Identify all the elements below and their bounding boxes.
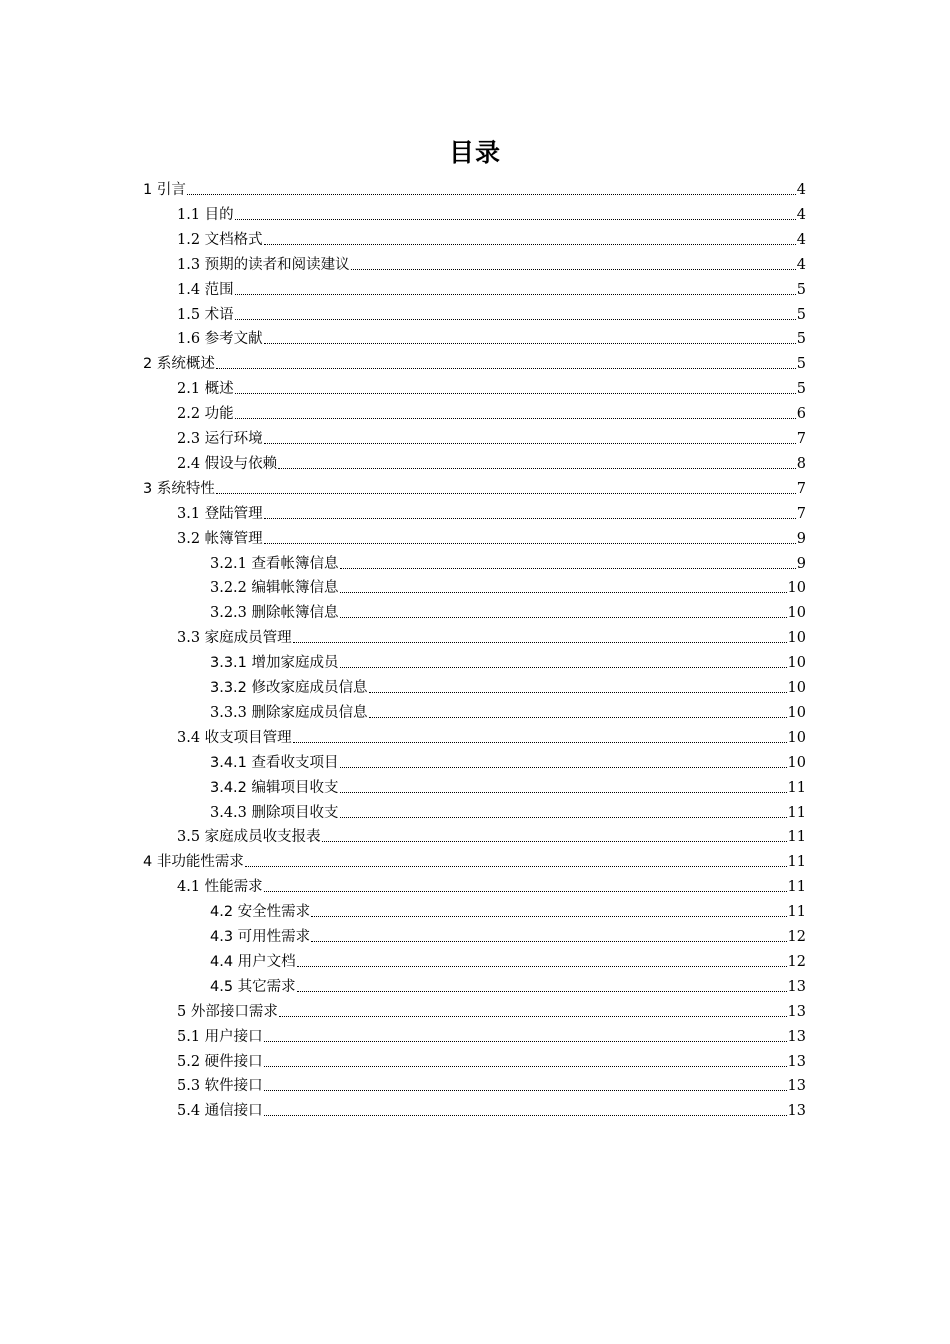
toc-leader-dots bbox=[340, 816, 787, 818]
toc-leader-dots bbox=[278, 467, 796, 469]
toc-leader-dots bbox=[264, 243, 796, 245]
toc-entry-title: 2 系统概述 bbox=[143, 356, 215, 373]
toc-leader-dots bbox=[340, 616, 787, 618]
toc-leader-dots bbox=[235, 392, 796, 394]
toc-entry[interactable] bbox=[210, 921, 806, 946]
toc-leader-dots bbox=[264, 342, 796, 344]
toc-entry[interactable] bbox=[177, 722, 806, 747]
toc-entry-title: 3.3.1 增加家庭成员 bbox=[210, 655, 339, 672]
toc-entry-title: 4.2 安全性需求 bbox=[210, 904, 311, 921]
toc-leader-dots bbox=[351, 268, 796, 270]
toc-page-number: 13 bbox=[787, 978, 806, 995]
toc-leader-dots bbox=[216, 492, 796, 494]
toc-entry-title: 2.2 功能 bbox=[177, 406, 234, 423]
toc-page-number: 8 bbox=[796, 455, 806, 472]
toc-entry[interactable] bbox=[177, 323, 806, 348]
toc-page-number: 13 bbox=[787, 1003, 806, 1020]
toc-page-number: 5 bbox=[796, 381, 806, 398]
toc-entry-title: 2.4 假设与依赖 bbox=[177, 455, 278, 472]
toc-page-number: 4 bbox=[796, 206, 806, 223]
toc-leader-dots bbox=[297, 990, 787, 992]
toc-entry[interactable] bbox=[177, 373, 806, 398]
toc-entry[interactable] bbox=[177, 1070, 806, 1095]
toc-entry[interactable] bbox=[210, 697, 806, 722]
toc-leader-dots bbox=[245, 865, 787, 867]
toc-entry-title: 4.4 用户文档 bbox=[210, 953, 296, 970]
toc-page-number: 4 bbox=[796, 256, 806, 273]
toc-leader-dots bbox=[264, 1114, 787, 1116]
toc-entry-title: 3.2.3 删除帐簿信息 bbox=[210, 605, 339, 622]
toc-page-number: 5 bbox=[796, 356, 806, 373]
toc-entry-title: 2.1 概述 bbox=[177, 381, 234, 398]
toc-entry-title: 2.3 运行环境 bbox=[177, 431, 263, 447]
toc-leader-dots bbox=[311, 940, 786, 942]
toc-leader-dots bbox=[235, 293, 796, 295]
toc-page-number: 5 bbox=[796, 281, 806, 298]
toc-entry[interactable] bbox=[177, 1021, 806, 1046]
toc-entry-title: 1 引言 bbox=[143, 182, 186, 198]
toc-leader-dots bbox=[235, 417, 796, 419]
toc-entry-title: 4.5 其它需求 bbox=[210, 978, 296, 995]
toc-leader-dots bbox=[340, 666, 787, 668]
toc-leader-dots bbox=[264, 1089, 787, 1091]
toc-entry-title: 4.1 性能需求 bbox=[177, 879, 263, 896]
toc-entry-title: 1.1 目的 bbox=[177, 206, 234, 223]
toc-leader-dots bbox=[340, 591, 787, 593]
toc-entry[interactable] bbox=[210, 797, 806, 822]
toc-page-number: 12 bbox=[787, 929, 806, 945]
toc-page-number: 4 bbox=[796, 231, 806, 248]
toc-entry[interactable] bbox=[210, 896, 806, 921]
toc-leader-dots bbox=[279, 1015, 787, 1017]
toc-page-number: 13 bbox=[787, 1103, 806, 1120]
toc-page-number: 10 bbox=[787, 704, 806, 721]
toc-leader-dots bbox=[311, 915, 786, 917]
toc-entry-title: 3 系统特性 bbox=[143, 480, 215, 497]
toc-entry[interactable] bbox=[177, 224, 806, 249]
toc-entry-title: 4 非功能性需求 bbox=[143, 854, 244, 871]
toc-page-number: 13 bbox=[787, 1028, 806, 1045]
toc-page-number: 10 bbox=[787, 605, 806, 622]
toc-page-number: 7 bbox=[796, 505, 806, 522]
toc-entry[interactable] bbox=[210, 672, 806, 697]
toc-page-number: 11 bbox=[787, 904, 806, 921]
toc-entry[interactable] bbox=[177, 1046, 806, 1071]
toc-entry-title: 5.2 硬件接口 bbox=[177, 1053, 263, 1070]
toc-page-number: 10 bbox=[787, 580, 806, 597]
toc-entry[interactable] bbox=[177, 423, 806, 448]
toc-entry[interactable] bbox=[177, 821, 806, 846]
toc-entry-title: 3.4.1 查看收支项目 bbox=[210, 754, 339, 771]
toc-page-number: 10 bbox=[787, 729, 806, 746]
toc-leader-dots bbox=[264, 1065, 787, 1067]
toc-entry[interactable] bbox=[143, 846, 806, 871]
toc-entry[interactable] bbox=[210, 548, 806, 573]
toc-page-number: 7 bbox=[796, 431, 806, 447]
toc-entry-title: 5.3 软件接口 bbox=[177, 1078, 263, 1095]
toc-leader-dots bbox=[264, 517, 796, 519]
toc-entry[interactable] bbox=[143, 174, 806, 199]
toc-leader-dots bbox=[369, 716, 787, 718]
toc-page-number: 10 bbox=[787, 754, 806, 771]
toc-page-number: 11 bbox=[787, 804, 806, 821]
toc-entry-title: 4.3 可用性需求 bbox=[210, 929, 311, 945]
toc-page-number: 10 bbox=[787, 630, 806, 647]
toc-entry-title: 5 外部接口需求 bbox=[177, 1003, 278, 1020]
toc-leader-dots bbox=[187, 193, 796, 195]
toc-page-number: 12 bbox=[787, 953, 806, 970]
toc-entry[interactable] bbox=[177, 398, 806, 423]
toc-page-number: 11 bbox=[787, 854, 806, 871]
toc-page-number: 11 bbox=[787, 779, 806, 796]
toc-entry-title: 3.4.2 编辑项目收支 bbox=[210, 779, 339, 796]
toc-entry[interactable] bbox=[210, 597, 806, 622]
toc-page-number: 11 bbox=[787, 879, 806, 896]
toc-entry-title: 3.4 收支项目管理 bbox=[177, 729, 292, 746]
toc-entry[interactable] bbox=[177, 1095, 806, 1120]
toc-entry[interactable] bbox=[210, 572, 806, 597]
toc-leader-dots bbox=[340, 766, 787, 768]
toc-entry[interactable] bbox=[177, 871, 806, 896]
toc-entry-title: 3.1 登陆管理 bbox=[177, 505, 263, 522]
toc-entry[interactable] bbox=[210, 946, 806, 971]
toc-page-number: 13 bbox=[787, 1078, 806, 1095]
toc-entry-title: 1.2 文档格式 bbox=[177, 231, 263, 248]
toc-leader-dots bbox=[235, 318, 796, 320]
toc-entry[interactable] bbox=[177, 199, 806, 224]
toc-entry[interactable] bbox=[177, 249, 806, 274]
toc-page-number: 6 bbox=[796, 406, 806, 423]
toc-entry[interactable] bbox=[177, 523, 806, 548]
toc-entry[interactable] bbox=[210, 971, 806, 996]
toc-entry[interactable] bbox=[210, 772, 806, 797]
toc-page-number: 4 bbox=[796, 182, 806, 198]
toc-entry[interactable] bbox=[143, 348, 806, 373]
toc-entry-title: 1.5 术语 bbox=[177, 306, 234, 323]
toc-entry[interactable] bbox=[177, 448, 806, 473]
toc-entry-title: 1.4 范围 bbox=[177, 281, 234, 298]
toc-leader-dots bbox=[235, 218, 796, 220]
toc-leader-dots bbox=[297, 965, 787, 967]
toc-entry-title: 3.2.2 编辑帐簿信息 bbox=[210, 580, 339, 597]
page-title: 目录 bbox=[448, 138, 501, 167]
toc-entry[interactable] bbox=[177, 996, 806, 1021]
toc-leader-dots bbox=[264, 442, 796, 444]
toc-page-number: 5 bbox=[796, 306, 806, 323]
toc-entry[interactable] bbox=[210, 747, 806, 772]
toc-leader-dots bbox=[340, 567, 796, 569]
toc-entry[interactable] bbox=[177, 299, 806, 324]
toc-entry[interactable] bbox=[177, 622, 806, 647]
toc-leader-dots bbox=[264, 890, 787, 892]
toc-entry-title: 3.3.3 删除家庭成员信息 bbox=[210, 704, 368, 721]
toc-leader-dots bbox=[293, 741, 787, 743]
toc-entry-title: 3.5 家庭成员收支报表 bbox=[177, 829, 321, 846]
toc-leader-dots bbox=[293, 641, 787, 643]
toc-leader-dots bbox=[340, 791, 787, 793]
toc-entry-title: 5.1 用户接口 bbox=[177, 1028, 263, 1045]
toc-leader-dots bbox=[264, 1040, 787, 1042]
toc-leader-dots bbox=[369, 691, 787, 693]
toc-leader-dots bbox=[322, 840, 787, 842]
toc-entry-title: 3.2.1 查看帐簿信息 bbox=[210, 555, 339, 572]
toc-entry[interactable] bbox=[177, 274, 806, 299]
toc-page-number: 9 bbox=[796, 530, 806, 547]
toc-entry-title: 1.3 预期的读者和阅读建议 bbox=[177, 256, 350, 273]
toc-page-number: 7 bbox=[796, 480, 806, 497]
toc-entry[interactable] bbox=[177, 498, 806, 523]
toc-page-number: 11 bbox=[787, 829, 806, 846]
toc-entry-title: 3.2 帐簿管理 bbox=[177, 530, 263, 547]
toc-page-number: 13 bbox=[787, 1053, 806, 1070]
toc-entry-title: 1.6 参考文献 bbox=[177, 331, 263, 348]
toc-page-number: 9 bbox=[796, 555, 806, 572]
toc-entry[interactable] bbox=[210, 647, 806, 672]
toc-entry-title: 3.3 家庭成员管理 bbox=[177, 630, 292, 647]
toc-entry-title: 3.3.2 修改家庭成员信息 bbox=[210, 680, 368, 696]
toc-leader-dots bbox=[216, 367, 796, 369]
toc-entry-title: 3.4.3 删除项目收支 bbox=[210, 804, 339, 821]
toc-entry[interactable] bbox=[143, 473, 806, 498]
toc-leader-dots bbox=[264, 542, 796, 544]
toc-page-number: 10 bbox=[787, 655, 806, 672]
toc-page-number: 5 bbox=[796, 331, 806, 348]
toc-page-number: 10 bbox=[787, 680, 806, 696]
toc-entry-title: 5.4 通信接口 bbox=[177, 1103, 263, 1120]
